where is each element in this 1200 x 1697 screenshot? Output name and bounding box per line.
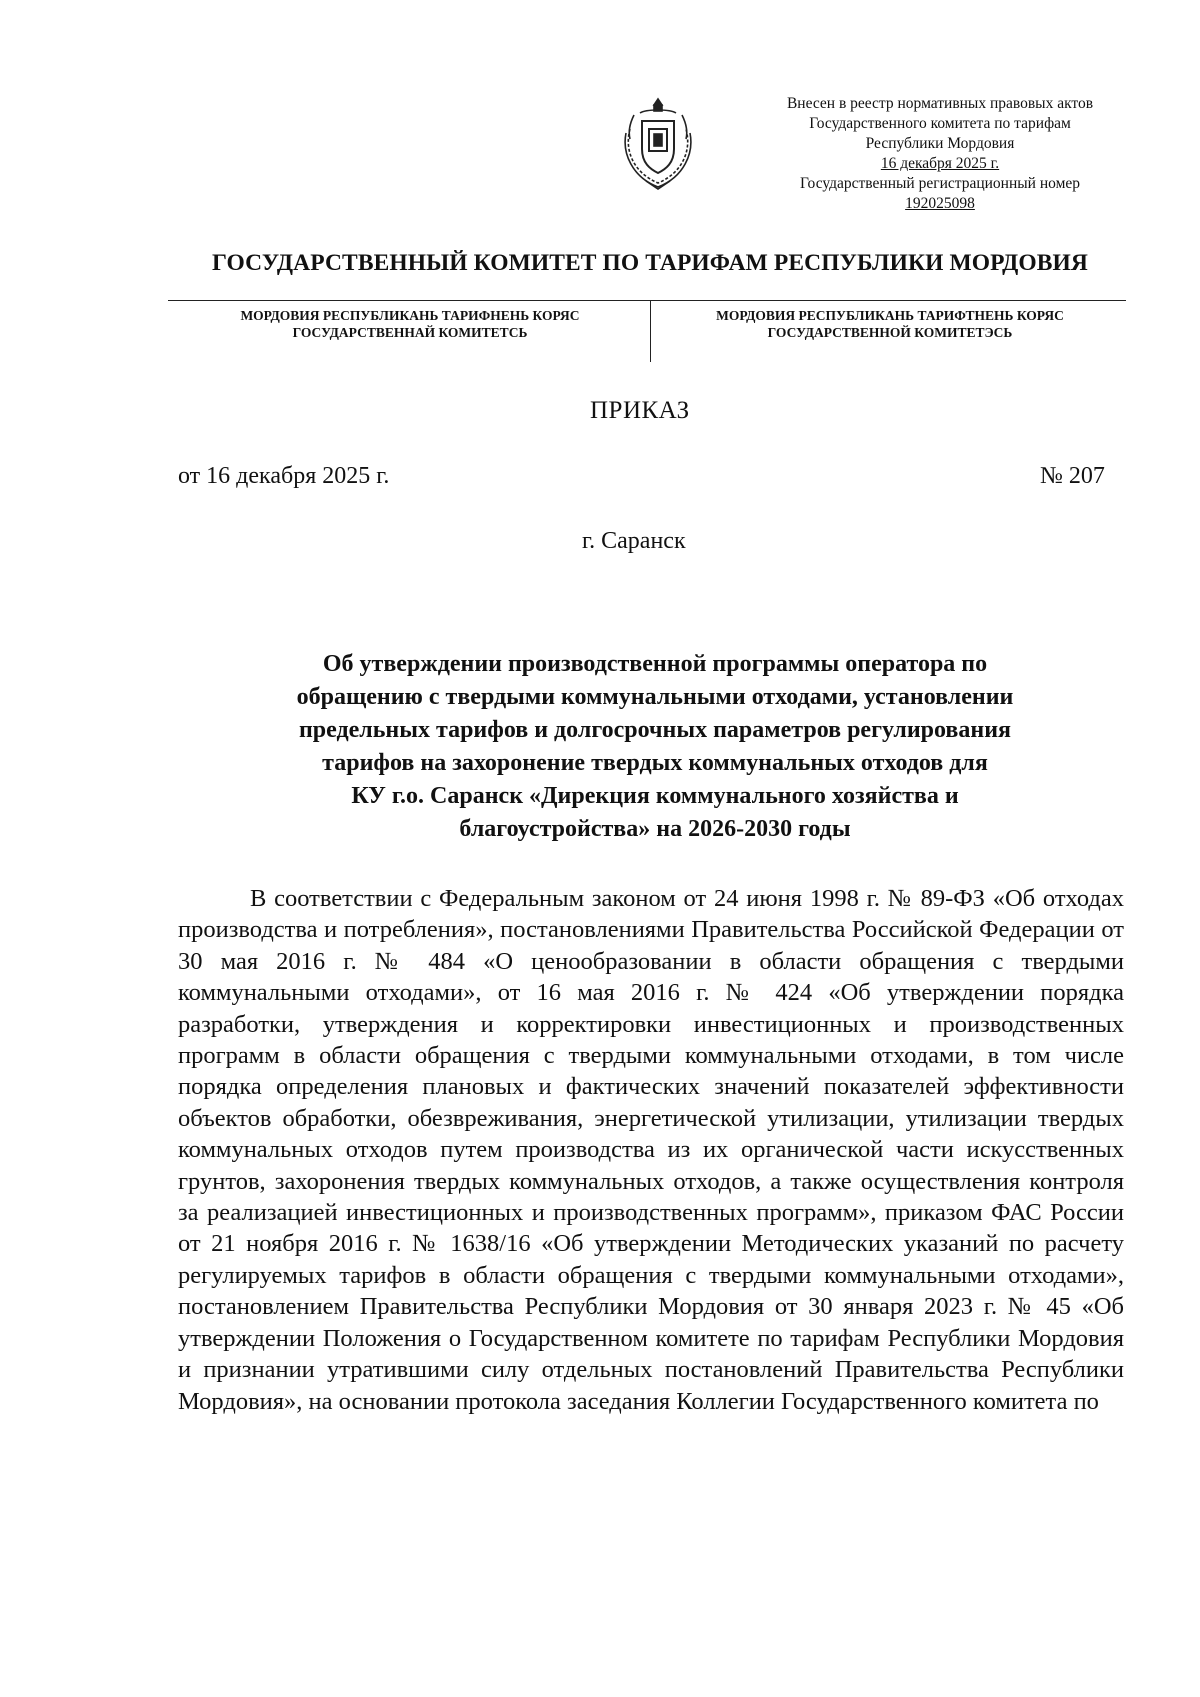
body-paragraph: В соответствии с Федеральным законом от 24 июня 1998 г. № 89-ФЗ «Об отходах производства и потребления», постановлениями Правительства Российской Федерации от 30 мая 2016 г. № 484 «О ценообразовании в области обращения с твердыми коммунальными отходами», от 16 мая 2016 г. № 424 «Об утверждении порядка разработки, утверждения и корректировки инвестиционных и производственных программ в области обращения с твердыми коммунальными отходами, в том числе порядка определения плановых и фактических значений показателей эффективности объектов обработки, обезвреживания, энергетической утилизации, утилизации твердых коммунальных отходов путем производства из их органической части искусственных грунтов, захоронения твердых коммунальных отходов, а также осуществления контроля за реализацией инвестиционных и производственных программ», приказом ФАС России от 21 ноября 2016 г. № 1638/16 «Об утверждении Методических указаний по расчету регулируемых тарифов в области обращения с твердыми коммунальными отходами», постановлением Правительства Республики Мордовия от 30 января 2023 г. № 45 «Об утверждении Положения о Государственном комитете по тарифам Республики Мордовия и признании утратившими силу отдельных постановлений Правительства Республики Мордовия», на основании протокола заседания Коллегии Государственного комитета по xyxy=(178,885,1124,1415)
coat-of-arms-emblem xyxy=(612,93,704,193)
title-line: КУ г.о. Саранск «Дирекция коммунального хозяйства и xyxy=(351,783,959,809)
title-line: обращению с твердыми коммунальными отходами, установлении xyxy=(296,684,1014,710)
committee-name-moksha xyxy=(180,307,640,341)
order-city: г. Саранск xyxy=(582,528,686,554)
registry-date: 16 декабря 2025 г. xyxy=(880,155,1000,172)
committee-name xyxy=(0,250,1200,277)
order-number: № 207 xyxy=(1040,463,1105,489)
committee-name-moksha-line: ГОСУДАРСТВЕННАЙ КОМИТЕТСЬ xyxy=(292,325,528,340)
title-line: тарифов на захоронение твердых коммунальных отходов для xyxy=(322,750,988,776)
order-date: от 16 декабря 2025 г. xyxy=(178,463,390,489)
title-line: предельных тарифов и долгосрочных параметров регулирования xyxy=(298,717,1012,743)
registry-line: Внесен в реестр нормативных правовых актов xyxy=(786,95,1094,112)
document-type: ПРИКАЗ xyxy=(590,397,690,424)
registry-line: Государственного комитета по тарифам xyxy=(809,115,1071,132)
committee-title: ГОСУДАРСТВЕННЫЙ КОМИТЕТ ПО ТАРИФАМ РЕСПУБЛИКИ МОРДОВИЯ xyxy=(212,250,1088,276)
committee-name-erzya xyxy=(660,307,1120,341)
committee-name-erzya-line: МОРДОВИЯ РЕСПУБЛИКАНЬ ТАРИФТНЕНЬ КОРЯС xyxy=(716,308,1064,323)
title-line: Об утверждении производственной программы оператора по xyxy=(322,651,988,677)
registry-note xyxy=(760,94,1120,214)
header-divider xyxy=(168,300,1126,301)
registry-line: Республики Мордовия xyxy=(865,135,1015,152)
order-title xyxy=(220,648,1090,846)
committee-name-erzya-line: ГОСУДАРСТВЕННОЙ КОМИТЕТЭСЬ xyxy=(767,325,1013,340)
registry-number: 192025098 xyxy=(905,195,975,212)
header-vertical-divider xyxy=(650,300,651,362)
registry-line: Государственный регистрационный номер xyxy=(799,175,1081,192)
committee-name-moksha-line: МОРДОВИЯ РЕСПУБЛИКАНЬ ТАРИФНЕНЬ КОРЯС xyxy=(240,308,580,323)
title-line: благоустройства» на 2026-2030 годы xyxy=(459,816,851,842)
